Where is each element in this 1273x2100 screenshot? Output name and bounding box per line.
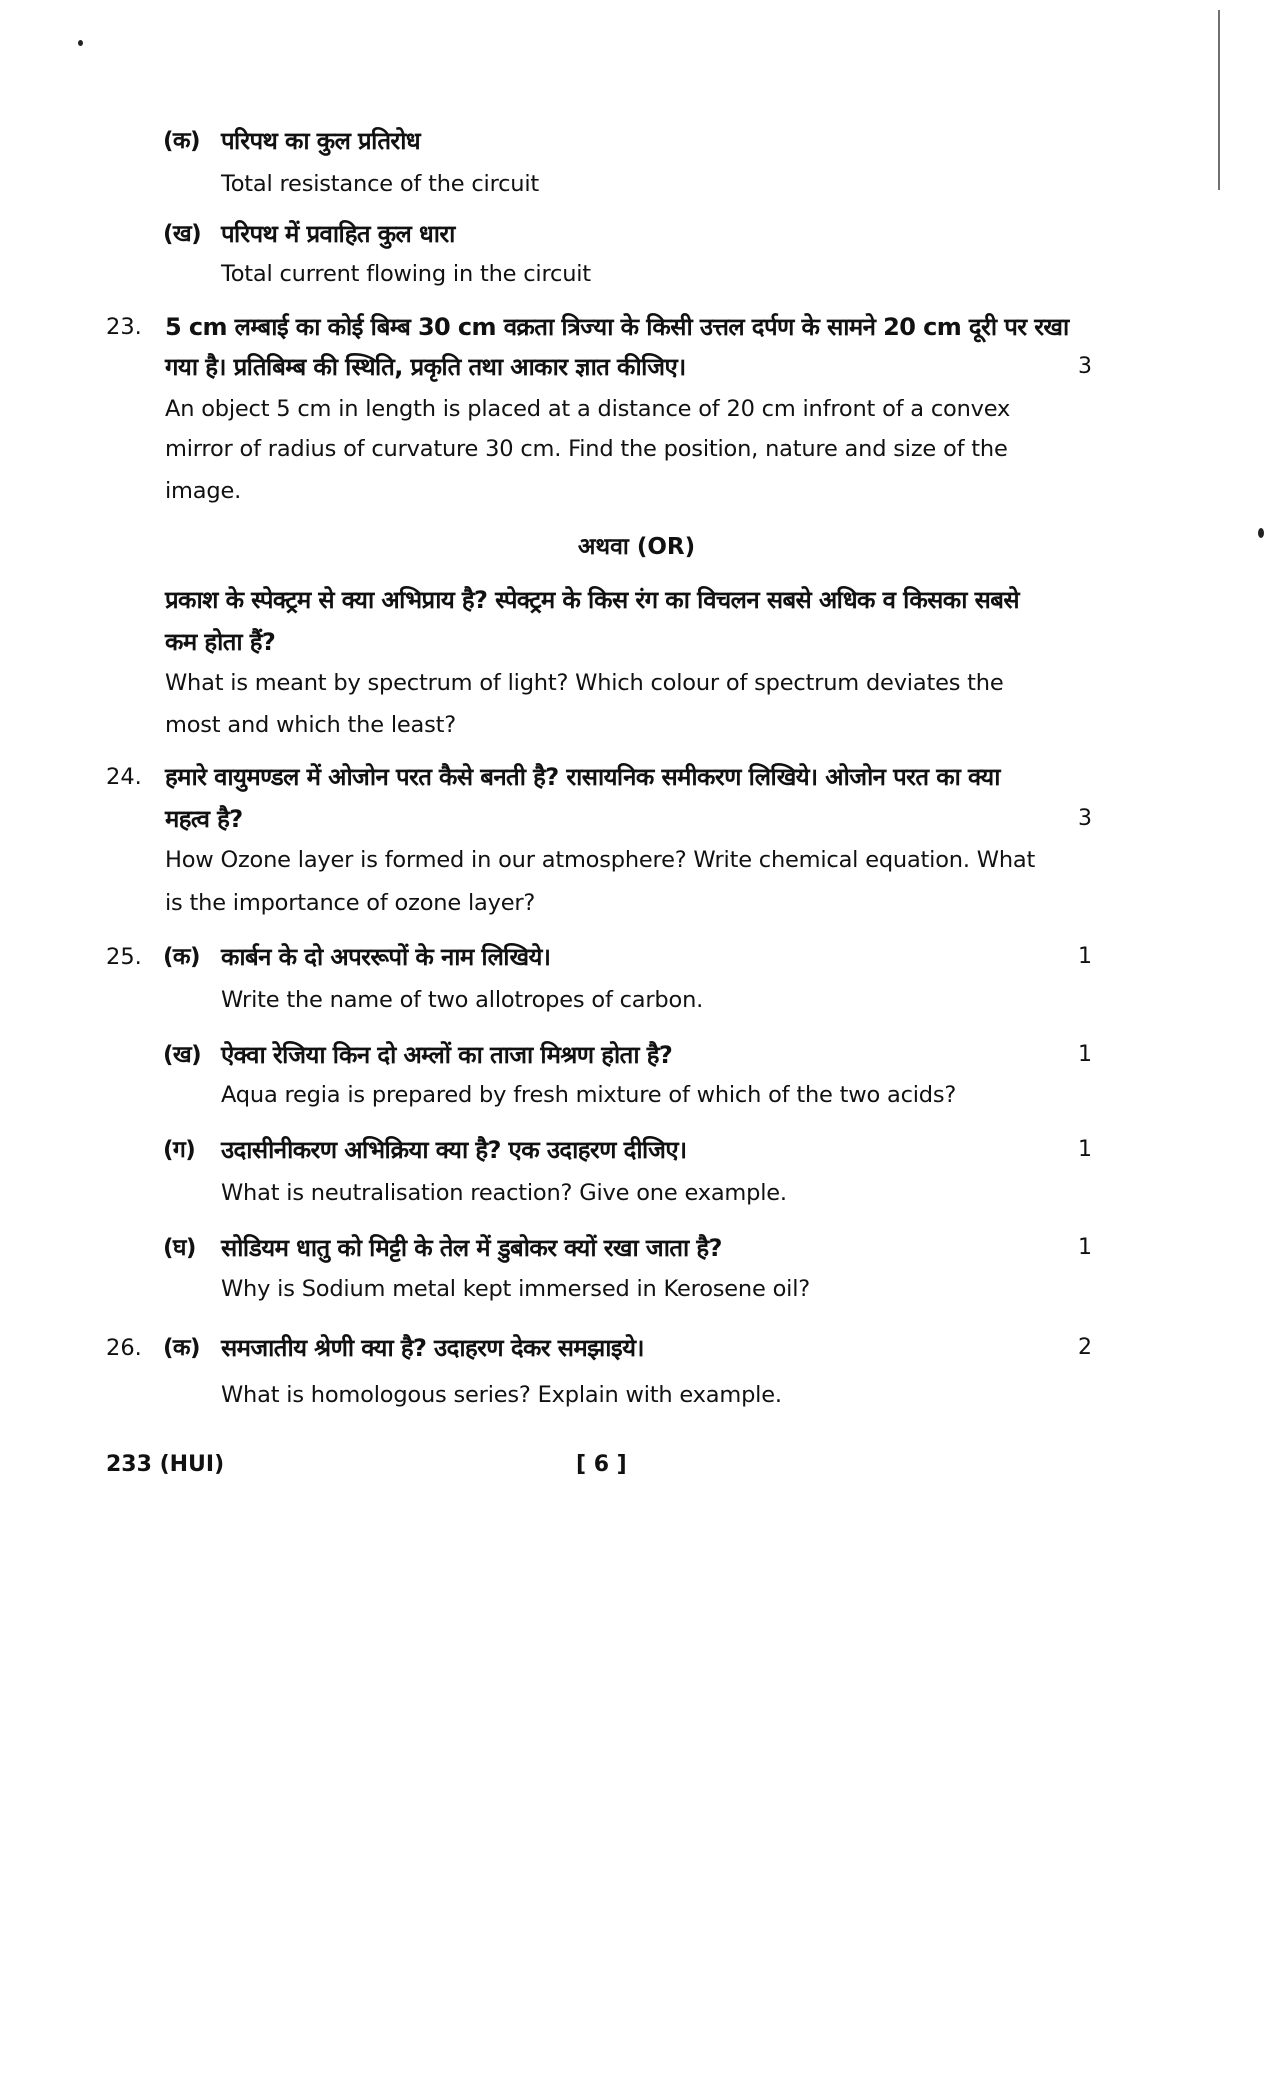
q23-or-hindi-line2: कम होता हैं? xyxy=(165,628,276,656)
q26-part-ka-english: What is homologous series? Explain with example. xyxy=(221,1382,782,1408)
q25-part-ga-label: (ग) xyxy=(163,1137,196,1163)
part-kha-label: (ख) xyxy=(163,221,202,247)
q26-part-ka-label: (क) xyxy=(163,1335,200,1361)
q23-english-line3: image. xyxy=(165,478,242,504)
q25-part-ka-label: (क) xyxy=(163,944,200,970)
question-number-23: 23. xyxy=(106,314,142,340)
q25-part-kha-english: Aqua regia is prepared by fresh mixture of which of the two acids? xyxy=(221,1082,957,1108)
question-number-25: 25. xyxy=(106,944,142,970)
q25-part-kha-marks: 1 xyxy=(1078,1042,1092,1067)
paper-code: 233 (HUI) xyxy=(106,1452,225,1477)
q25-part-gha-english: Why is Sodium metal kept immersed in Kerosene oil? xyxy=(221,1276,810,1302)
q25-part-ga-hindi: उदासीनीकरण अभिक्रिया क्या है? एक उदाहरण दीजिए। xyxy=(221,1136,687,1164)
q24-hindi-line2: महत्व है? xyxy=(165,805,243,833)
or-divider-label: अथवा (OR) xyxy=(577,534,696,560)
q25-part-kha-hindi: ऐक्वा रेजिया किन दो अम्लों का ताजा मिश्रण होता है? xyxy=(221,1041,673,1069)
q24-english-line2: is the importance of ozone layer? xyxy=(165,890,536,916)
question-number-26: 26. xyxy=(106,1335,142,1361)
scan-speck xyxy=(78,40,83,46)
part-ka-english: Total resistance of the circuit xyxy=(221,171,540,197)
q23-or-english-line2: most and which the least? xyxy=(165,712,457,738)
q25-part-ka-hindi: कार्बन के दो अपररूपों के नाम लिखिये। xyxy=(221,943,551,971)
q25-part-gha-marks: 1 xyxy=(1078,1235,1092,1260)
q24-english-line1: How Ozone layer is formed in our atmosphere? Write chemical equation. What xyxy=(165,847,1036,873)
question-number-24: 24. xyxy=(106,764,142,790)
q25-part-gha-hindi: सोडियम धातु को मिट्टी के तेल में डुबोकर क्यों रखा जाता है? xyxy=(221,1234,722,1262)
page-number: [ 6 ] xyxy=(576,1452,627,1477)
part-ka-hindi: परिपथ का कुल प्रतिरोध xyxy=(221,127,420,155)
q25-part-ka-marks: 1 xyxy=(1078,944,1092,969)
q23-english-line2: mirror of radius of curvature 30 cm. Find the position, nature and size of the xyxy=(165,436,1008,462)
part-ka-label: (क) xyxy=(163,128,200,154)
q23-hindi-line1: 5 cm लम्बाई का कोई बिम्ब 30 cm वक्रता त्रिज्या के किसी उत्तल दर्पण के सामने 20 cm दूरी पर रखा xyxy=(165,313,1069,341)
q23-or-hindi-line1: प्रकाश के स्पेक्ट्रम से क्या अभिप्राय है? स्पेक्ट्रम के किस रंग का विचलन सबसे अधिक व किसका सबसे xyxy=(165,586,1019,614)
scan-artifact-line xyxy=(1218,10,1220,190)
q26-part-ka-marks: 2 xyxy=(1078,1335,1092,1360)
q25-part-ga-marks: 1 xyxy=(1078,1137,1092,1162)
q23-english-line1: An object 5 cm in length is placed at a distance of 20 cm infront of a convex xyxy=(165,396,1011,422)
q24-marks: 3 xyxy=(1078,806,1092,831)
q23-hindi-line2: गया है। प्रतिबिम्ब की स्थिति, प्रकृति तथा आकार ज्ञात कीजिए। xyxy=(165,353,686,381)
q23-or-english-line1: What is meant by spectrum of light? Which colour of spectrum deviates the xyxy=(165,670,1004,696)
q24-hindi-line1: हमारे वायुमण्डल में ओजोन परत कैसे बनती है? रासायनिक समीकरण लिखिये। ओजोन परत का क्या xyxy=(165,763,1000,791)
part-kha-english: Total current flowing in the circuit xyxy=(221,261,591,287)
q23-marks: 3 xyxy=(1078,354,1092,379)
q25-part-kha-label: (ख) xyxy=(163,1042,202,1068)
part-kha-hindi: परिपथ में प्रवाहित कुल धारा xyxy=(221,220,455,248)
q25-part-ka-english: Write the name of two allotropes of carbon. xyxy=(221,987,704,1013)
q25-part-ga-english: What is neutralisation reaction? Give one example. xyxy=(221,1180,787,1206)
q26-part-ka-hindi: समजातीय श्रेणी क्या है? उदाहरण देकर समझाइये। xyxy=(221,1334,644,1362)
q25-part-gha-label: (घ) xyxy=(163,1235,196,1261)
